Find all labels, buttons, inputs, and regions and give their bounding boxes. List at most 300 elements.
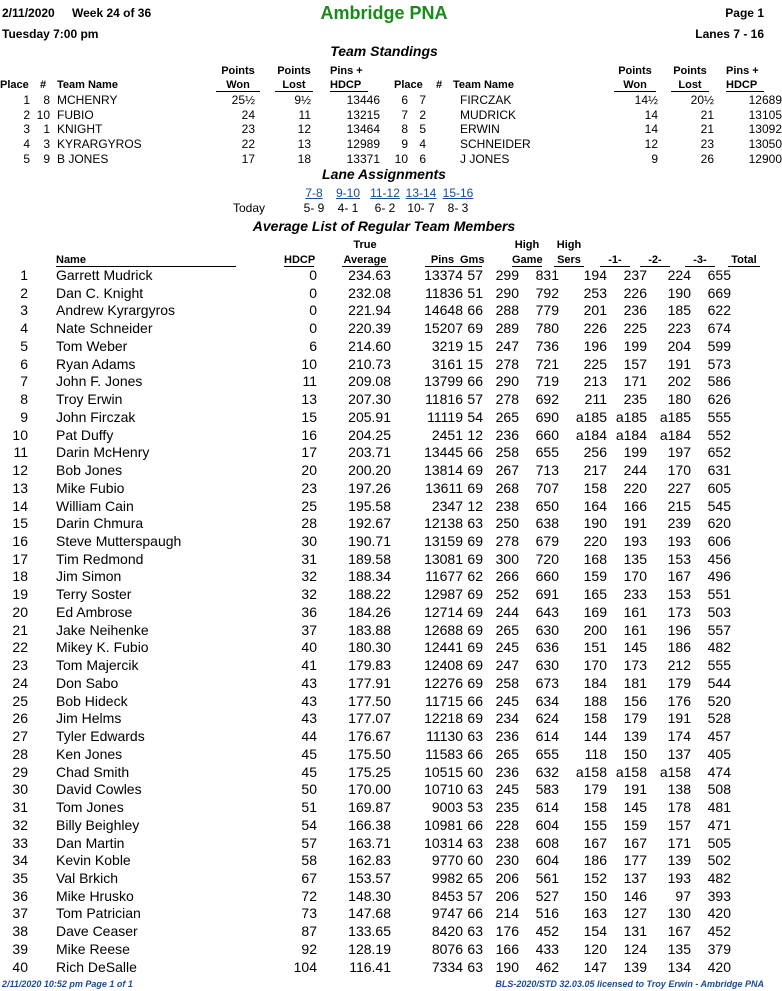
average-hg: 278 — [495, 533, 519, 550]
average-g3: 212 — [667, 657, 691, 674]
average-row — [0, 693, 768, 711]
average-hs: 721 — [535, 355, 559, 372]
standings-cell: 7 — [419, 93, 426, 107]
average-n: 18 — [12, 568, 28, 585]
average-hg: 236 — [495, 728, 519, 745]
average-avg: 177.50 — [348, 692, 391, 709]
average-pins: 13611 — [425, 479, 463, 496]
average-g1: 151 — [583, 639, 607, 656]
average-avg: 133.65 — [348, 923, 391, 940]
average-hdcp: 50 — [301, 781, 317, 798]
average-pins: 3219 — [431, 337, 463, 354]
average-g1: 168 — [583, 550, 607, 567]
average-g2: 157 — [623, 355, 647, 372]
average-name: Kevin Koble — [56, 852, 131, 869]
average-hg: 265 — [495, 745, 519, 762]
col-num-right: # — [436, 79, 443, 91]
average-hg: 166 — [495, 940, 519, 957]
average-g1: 120 — [583, 940, 607, 957]
average-g1: a184 — [575, 426, 607, 443]
average-g2: 199 — [623, 337, 647, 354]
standings-cell: FIRCZAK — [460, 93, 512, 107]
average-n: 2 — [20, 284, 28, 301]
average-g2: 179 — [623, 710, 647, 727]
average-t: 471 — [707, 816, 731, 833]
average-t: 474 — [707, 763, 731, 780]
average-row — [0, 515, 768, 533]
average-avg: 179.83 — [348, 657, 391, 674]
average-g3: 167 — [667, 568, 691, 585]
average-hg: 258 — [495, 674, 519, 691]
average-gms: 63 — [467, 923, 483, 940]
average-name: David Cowles — [56, 781, 142, 798]
average-hdcp: 43 — [301, 710, 317, 727]
average-row — [0, 657, 768, 675]
average-pins: 13374 — [424, 267, 463, 283]
average-name: Andrew Kyrargyros — [56, 302, 176, 319]
average-t: 652 — [707, 444, 731, 461]
average-n: 3 — [20, 302, 28, 319]
average-hg: 238 — [495, 497, 519, 514]
standings-cell: ERWIN — [460, 122, 500, 137]
average-hs: 638 — [535, 515, 559, 532]
average-gms: 63 — [467, 940, 483, 957]
average-g3: 153 — [667, 586, 691, 603]
average-t: 552 — [707, 426, 731, 443]
standings-cell: 12900 — [748, 151, 782, 166]
average-name: Nate Schneider — [56, 320, 153, 337]
average-hdcp: 32 — [301, 586, 317, 603]
average-gms: 15 — [467, 337, 483, 354]
average-hs: 779 — [535, 302, 559, 319]
average-hdcp: 31 — [301, 550, 317, 567]
average-g2: 167 — [623, 834, 647, 851]
average-g1: 158 — [583, 799, 607, 816]
average-pins: 11583 — [425, 745, 463, 762]
col-won-2-right: Won — [614, 79, 656, 92]
average-hs: 655 — [535, 444, 559, 461]
average-g3: 191 — [667, 355, 691, 372]
average-g1: 158 — [583, 710, 607, 727]
average-g1: 163 — [583, 905, 607, 922]
average-row — [0, 409, 768, 427]
average-g2: 193 — [623, 533, 647, 550]
average-hg: 278 — [495, 391, 519, 408]
average-name: Tyler Edwards — [56, 728, 145, 745]
average-g1: 253 — [583, 284, 607, 301]
average-pins: 13081 — [424, 550, 463, 567]
average-row — [0, 710, 768, 728]
average-g3: 139 — [667, 852, 691, 869]
standings-cell: 13092 — [748, 122, 782, 137]
lane-pair-link[interactable]: 11-12 — [370, 186, 400, 200]
standings-cell: 9 — [651, 151, 658, 166]
average-g1: 200 — [583, 621, 607, 638]
average-hg: 214 — [495, 905, 519, 922]
average-avg: 177.07 — [348, 710, 391, 727]
average-g1: 211 — [584, 391, 607, 408]
col-lost-2-right: Lost — [671, 79, 709, 92]
average-gms: 57 — [467, 887, 483, 904]
average-g1: 188 — [583, 692, 607, 709]
average-name: Mike Hrusko — [56, 887, 134, 904]
average-hdcp: 44 — [301, 728, 317, 745]
average-hs: 650 — [535, 497, 559, 514]
col-name: Name — [56, 254, 236, 267]
average-hs: 516 — [535, 905, 559, 922]
average-t: 545 — [707, 497, 731, 514]
average-hdcp: 57 — [301, 834, 317, 851]
lane-pair-link[interactable]: 7-8 — [305, 186, 323, 200]
standings-cell: 11 — [298, 107, 311, 122]
col-high-sers-2: Sers — [554, 254, 584, 267]
standings-cell: FUBIO — [57, 107, 94, 122]
average-g2: 131 — [623, 923, 647, 940]
standings-cell: KNIGHT — [57, 122, 103, 137]
col-place-right: Place — [394, 79, 423, 91]
standings-cell: 5 — [419, 122, 426, 137]
average-g3: 178 — [667, 799, 691, 816]
average-g2: a185 — [615, 408, 647, 425]
average-hg: 247 — [495, 657, 519, 674]
average-g3: a184 — [659, 426, 691, 443]
average-g2: 124 — [623, 940, 647, 957]
standings-row — [0, 122, 782, 137]
average-row — [0, 781, 768, 799]
average-g2: 150 — [623, 745, 647, 762]
average-n: 26 — [12, 710, 28, 727]
average-gms: 12 — [467, 426, 483, 443]
average-gms: 66 — [467, 905, 483, 922]
average-g1: 169 — [583, 603, 607, 620]
average-name: Darin Chmura — [56, 515, 144, 532]
average-hdcp: 25 — [301, 497, 317, 514]
average-g2: 139 — [623, 728, 647, 745]
average-n: 14 — [12, 497, 28, 514]
average-g3: a158 — [659, 763, 691, 780]
average-g3: 135 — [667, 940, 691, 957]
average-gms: 12 — [467, 497, 483, 514]
average-g3: 215 — [667, 497, 691, 514]
average-g2: 173 — [623, 657, 647, 674]
average-hdcp: 16 — [301, 426, 317, 443]
average-g3: 193 — [667, 533, 691, 550]
col-pins-1: Pins + — [330, 65, 363, 77]
average-hdcp: 0 — [309, 320, 317, 337]
average-pins: 2451 — [431, 426, 463, 443]
col-team: Team Name — [57, 79, 118, 91]
standings-cell: 8 — [401, 122, 408, 137]
average-t: 622 — [707, 302, 731, 319]
standings-cell: 6 — [419, 151, 426, 166]
average-avg: 116.41 — [349, 958, 391, 975]
average-n: 16 — [12, 533, 28, 550]
average-g3: 197 — [667, 444, 691, 461]
average-t: 505 — [707, 834, 731, 851]
average-name: Garrett Mudrick — [56, 267, 153, 283]
average-hs: 583 — [535, 781, 559, 798]
average-hdcp: 67 — [301, 869, 317, 886]
average-name: Pat Duffy — [56, 426, 114, 443]
average-g1: 186 — [583, 852, 607, 869]
average-g2: 191 — [623, 515, 647, 532]
average-gms: 69 — [467, 462, 483, 479]
average-pins: 7334 — [431, 958, 463, 975]
average-hdcp: 92 — [301, 940, 317, 957]
average-row — [0, 462, 768, 480]
average-hdcp: 41 — [301, 657, 317, 674]
average-row — [0, 391, 768, 409]
average-hdcp: 72 — [301, 887, 317, 904]
average-n: 20 — [12, 603, 28, 620]
average-name: Tom Weber — [56, 337, 128, 354]
average-pins: 12408 — [424, 657, 463, 674]
average-pins: 10710 — [424, 781, 463, 798]
average-pins: 12276 — [424, 674, 463, 691]
standings-cell: 20½ — [690, 93, 714, 107]
average-n: 33 — [12, 834, 28, 851]
col-pins-1-right: Pins + — [726, 65, 759, 77]
col-high-game-2: Game — [512, 254, 543, 266]
average-row — [0, 675, 768, 693]
average-name: Mike Fubio — [56, 479, 125, 496]
average-g2: 233 — [623, 586, 647, 603]
average-avg: 207.30 — [348, 391, 391, 408]
average-g2: 159 — [623, 816, 647, 833]
standings-cell: 13446 — [346, 93, 380, 107]
average-hs: 792 — [535, 284, 559, 301]
col-game-1: -1- — [600, 254, 630, 267]
average-pins: 9003 — [431, 799, 463, 816]
average-g2: a158 — [615, 763, 647, 780]
average-pins: 12441 — [424, 639, 463, 656]
average-name: Ryan Adams — [56, 355, 136, 372]
average-t: 599 — [707, 337, 731, 354]
average-gms: 69 — [467, 639, 483, 656]
col-pins-2-right: HDCP — [726, 79, 764, 92]
average-hg: 267 — [495, 462, 519, 479]
standings-cell: KYRARGYROS — [57, 137, 142, 152]
average-g2: 244 — [623, 462, 647, 479]
average-hs: 632 — [535, 763, 559, 780]
average-hs: 707 — [535, 479, 559, 496]
average-hg: 245 — [495, 692, 519, 709]
standings-cell: 10 — [394, 151, 408, 166]
average-avg: 169.87 — [348, 799, 391, 816]
average-g3: 167 — [667, 923, 691, 940]
average-row — [0, 498, 768, 516]
standings-cell: 2 — [23, 107, 30, 122]
col-pins-2: HDCP — [330, 79, 368, 92]
average-avg: 210.73 — [348, 355, 391, 372]
lane-pair-link[interactable]: 15-16 — [442, 186, 474, 200]
average-name: Jake Neihenke — [56, 621, 149, 638]
average-avg: 163.71 — [348, 834, 391, 851]
average-avg: 220.39 — [348, 320, 391, 337]
average-g2: 145 — [623, 799, 647, 816]
standings-cell: J JONES — [460, 151, 510, 166]
average-name: Dan C. Knight — [56, 284, 144, 301]
col-won-1-right: Points — [618, 65, 652, 77]
average-g3: 134 — [667, 958, 691, 975]
average-hdcp: 23 — [301, 479, 317, 496]
average-hs: 614 — [535, 728, 559, 745]
average-n: 32 — [12, 816, 28, 833]
average-g2: 191 — [623, 781, 647, 798]
page-number: Page 1 — [725, 6, 764, 20]
average-avg: 184.26 — [348, 603, 391, 620]
lanes-range: Lanes 7 - 16 — [695, 27, 764, 41]
average-avg: 192.67 — [348, 515, 391, 532]
lane-matchup: 6- 2 — [374, 201, 396, 215]
average-pins: 8453 — [431, 887, 463, 904]
average-name: Mikey K. Fubio — [56, 639, 149, 656]
average-hs: 713 — [535, 462, 559, 479]
average-avg: 189.58 — [348, 550, 391, 567]
average-name: John F. Jones — [56, 373, 143, 390]
average-t: 631 — [707, 462, 731, 479]
average-g2: 181 — [623, 674, 647, 691]
average-g1: 159 — [583, 568, 607, 585]
average-list-title: Average List of Regular Team Members — [252, 218, 516, 234]
average-hdcp: 58 — [301, 852, 317, 869]
average-row — [0, 817, 768, 835]
average-g3: 173 — [667, 603, 691, 620]
average-name: John Firczak — [56, 408, 136, 425]
standings-cell: 6 — [401, 93, 408, 107]
average-g1: 158 — [583, 479, 607, 496]
average-hdcp: 51 — [301, 799, 317, 816]
standings-cell: 23 — [241, 122, 255, 137]
average-n: 13 — [12, 479, 28, 496]
average-pins: 10314 — [424, 834, 463, 851]
average-row — [0, 622, 768, 640]
average-t: 420 — [707, 958, 731, 975]
standings-row — [0, 108, 782, 123]
lane-pair-link[interactable]: 9-10 — [335, 186, 361, 200]
average-g3: 204 — [667, 337, 691, 354]
average-row — [0, 586, 768, 604]
col-place: Place — [0, 79, 29, 91]
average-name: Bob Jones — [56, 462, 123, 479]
average-gms: 62 — [467, 568, 483, 585]
lane-pair-link[interactable]: 13-14 — [405, 186, 437, 200]
standings-cell: 12689 — [748, 93, 782, 107]
average-gms: 63 — [467, 728, 483, 745]
average-g1: 225 — [583, 355, 607, 372]
average-g1: 190 — [583, 515, 607, 532]
average-hs: 527 — [535, 887, 559, 904]
average-avg: 175.25 — [348, 763, 391, 780]
average-n: 12 — [12, 462, 28, 479]
average-pins: 8076 — [431, 940, 463, 957]
average-pins: 11677 — [425, 568, 463, 585]
average-g3: 224 — [667, 267, 691, 283]
average-hdcp: 104 — [293, 958, 317, 975]
average-pins: 10981 — [424, 816, 463, 833]
average-hdcp: 30 — [301, 533, 317, 550]
average-g3: 157 — [667, 816, 691, 833]
average-t: 420 — [707, 905, 731, 922]
average-g1: 167 — [583, 834, 607, 851]
average-avg: 203.71 — [348, 444, 391, 461]
average-hs: 624 — [535, 710, 559, 727]
average-row — [0, 356, 768, 374]
average-t: 482 — [707, 639, 731, 656]
standings-cell: SCHNEIDER — [460, 137, 531, 152]
average-g1: 150 — [583, 887, 607, 904]
col-true: True — [353, 239, 377, 251]
footer-license: BLS-2020/STD 32.03.05 licensed to Troy Erwin - Ambridge PNA — [495, 979, 764, 989]
average-t: 482 — [707, 869, 731, 886]
average-t: 674 — [707, 320, 731, 337]
average-n: 28 — [12, 745, 28, 762]
standings-cell: 4 — [419, 137, 426, 152]
average-avg: 204.25 — [348, 426, 391, 443]
report-date: 2/11/2020 — [2, 6, 55, 20]
average-n: 5 — [20, 337, 28, 354]
average-hg: 265 — [495, 621, 519, 638]
average-hs: 673 — [535, 674, 559, 691]
average-n: 34 — [12, 852, 28, 869]
average-g3: 190 — [667, 284, 691, 301]
average-avg: 234.63 — [348, 267, 391, 283]
average-gms: 66 — [467, 373, 483, 390]
col-game-2: -2- — [640, 254, 670, 267]
average-gms: 66 — [467, 745, 483, 762]
average-n: 29 — [12, 763, 28, 780]
average-pins: 15207 — [424, 320, 463, 337]
average-name: Don Sabo — [56, 674, 119, 691]
average-gms: 57 — [467, 391, 483, 408]
average-row — [0, 427, 768, 445]
average-hg: 245 — [495, 639, 519, 656]
average-avg: 197.26 — [348, 479, 391, 496]
average-g1: 155 — [583, 816, 607, 833]
average-avg: 188.22 — [348, 586, 391, 603]
standings-cell: 25½ — [231, 93, 255, 107]
average-hdcp: 43 — [301, 692, 317, 709]
average-gms: 69 — [467, 586, 483, 603]
lane-matchup: 4- 1 — [337, 201, 359, 215]
standings-cell: 21 — [700, 107, 714, 122]
average-hs: 831 — [535, 267, 559, 283]
col-lost-1: Points — [277, 65, 311, 77]
average-row — [0, 852, 768, 870]
average-g1: 144 — [583, 728, 607, 745]
average-n: 30 — [12, 781, 28, 798]
col-lost-2: Lost — [275, 79, 313, 92]
average-gms: 66 — [467, 444, 483, 461]
average-t: 551 — [707, 586, 731, 603]
average-hg: 236 — [495, 763, 519, 780]
average-g3: 239 — [667, 515, 691, 532]
average-name: Tom Majercik — [56, 657, 139, 674]
average-hs: 604 — [535, 816, 559, 833]
average-gms: 63 — [467, 781, 483, 798]
standings-cell: 18 — [297, 151, 311, 166]
average-g3: 185 — [667, 302, 691, 319]
average-avg: 153.57 — [348, 869, 391, 886]
average-hg: 290 — [495, 284, 519, 301]
average-name: Jim Helms — [56, 710, 122, 727]
average-g2: 235 — [623, 391, 647, 408]
col-num: # — [40, 79, 47, 91]
average-g2: 156 — [623, 692, 647, 709]
average-g1: a185 — [575, 408, 607, 425]
average-g1: a158 — [575, 763, 607, 780]
average-hdcp: 40 — [301, 639, 317, 656]
